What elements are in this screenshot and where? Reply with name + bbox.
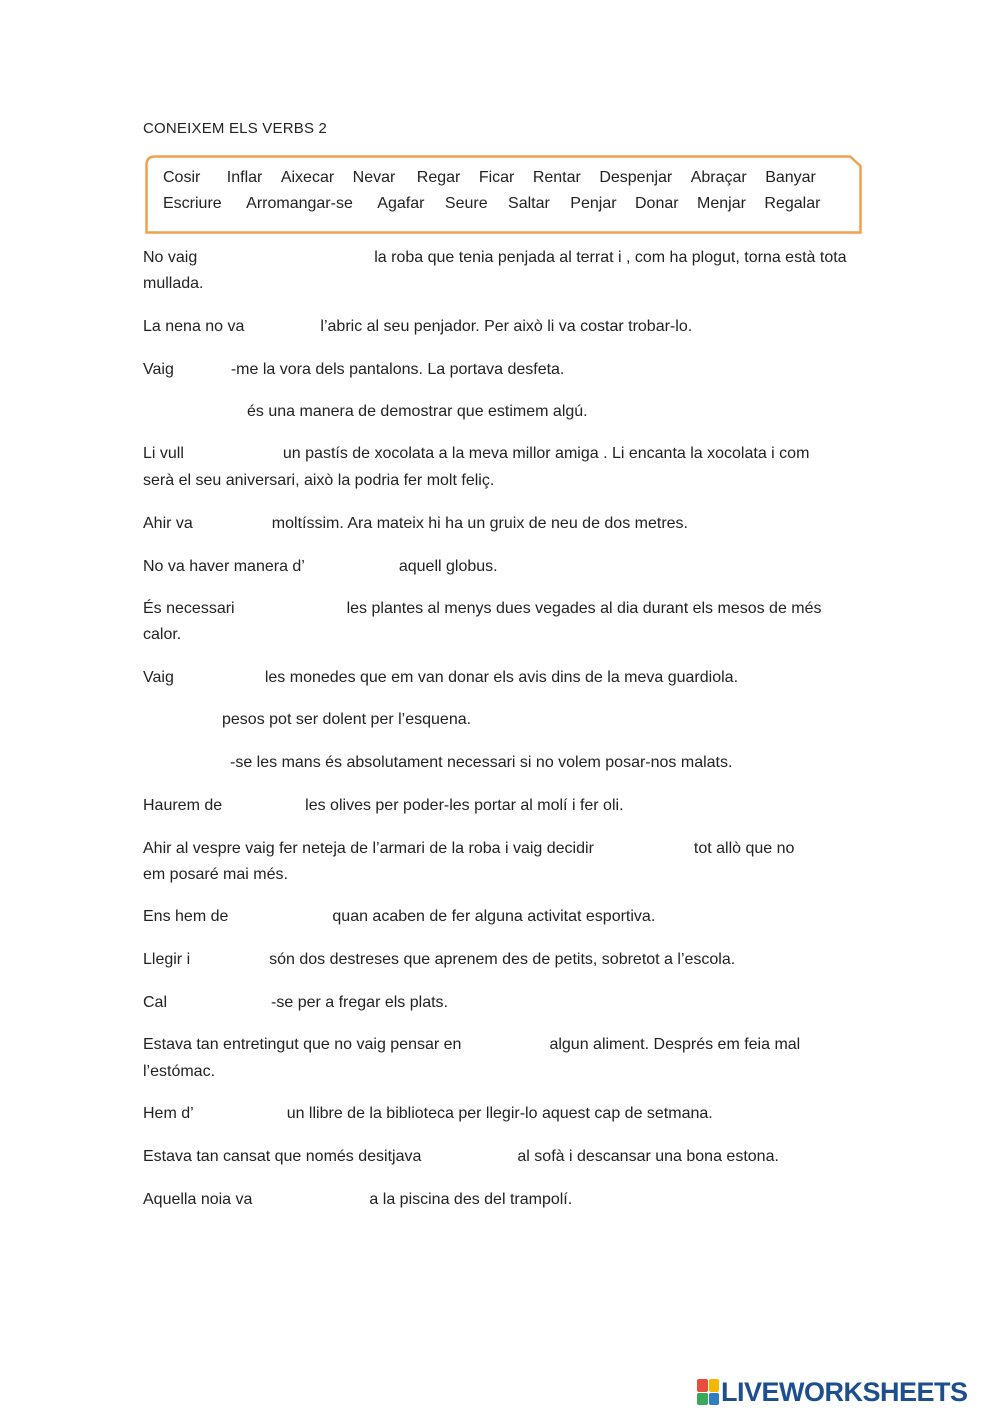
- sentence-8-continuation: calor.: [143, 626, 182, 643]
- sentence-text-after: les olives per poder-les portar al molí i fer oli.: [305, 797, 624, 814]
- word-bank-item: Rentar: [532, 169, 581, 186]
- sentence-20: [143, 1187, 572, 1213]
- sentence-text-before: Estava tan entretingut que no vaig pensar en: [143, 1036, 462, 1053]
- sentence-text-after: són dos destreses que aprenem des de petits, sobretot a l’escola.: [269, 951, 736, 968]
- sentence-1-continuation: mullada.: [143, 275, 204, 292]
- word-bank-item: Aixecar: [280, 169, 335, 186]
- word-bank-item: Inflar: [226, 169, 263, 186]
- answer-blank-16[interactable]: [167, 993, 271, 1013]
- sentence-text-after: un llibre de la biblioteca per llegir-lo aquest cap de setmana.: [286, 1105, 713, 1122]
- sentence-text-after: l’abric al seu penjador. Per això li va costar trobar-lo.: [320, 318, 693, 335]
- answer-blank-10[interactable]: [143, 710, 222, 730]
- word-bank-item: Nevar: [352, 169, 396, 186]
- sentence-text-before: Ens hem de: [143, 908, 229, 925]
- sentence-1: [143, 245, 847, 271]
- word-bank-item: Saltar: [508, 195, 550, 212]
- answer-blank-19[interactable]: [421, 1147, 517, 1167]
- sentence-5-continuation: serà el seu aniversari, això la podria fer molt feliç.: [143, 472, 495, 489]
- word-bank: [145, 155, 862, 234]
- sentence-text-before: Li vull: [143, 445, 184, 462]
- sentence-text-before: Hem d’: [143, 1105, 194, 1122]
- word-bank-row-2: [163, 195, 834, 213]
- sentence-4: [143, 399, 588, 425]
- liveworksheets-logo: [697, 1377, 968, 1407]
- sentence-15: [143, 947, 735, 973]
- sentence-text-after: moltíssim. Ara mateix hi ha un gruix de neu de dos metres.: [271, 515, 688, 532]
- sentence-text-after: -se les mans és absolutament necessari si no volem posar-nos malats.: [230, 754, 733, 771]
- sentence-text-after: és una manera de demostrar que estimem algú.: [247, 403, 588, 420]
- sentence-text-after: quan acaben de fer alguna activitat esportiva.: [332, 908, 656, 925]
- sentence-text-before: Vaig: [143, 669, 174, 686]
- sentence-9: [143, 665, 738, 691]
- sentence-17-continuation: l’estómac.: [143, 1063, 216, 1080]
- sentence-text-after: aquell globus.: [398, 558, 498, 575]
- sentence-text-after: tot allò que no: [693, 840, 795, 857]
- answer-blank-7[interactable]: [305, 557, 399, 577]
- sentence-text-before: Vaig: [143, 361, 174, 378]
- sentence-text-before: Llegir i: [143, 951, 191, 968]
- word-bank-item: Escriure: [163, 195, 222, 212]
- word-bank-item: Menjar: [697, 195, 746, 212]
- sentence-text-before: Aquella noia va: [143, 1191, 253, 1208]
- sentence-text-before: No va haver manera d’: [143, 558, 305, 575]
- sentence-text-before: Cal: [143, 994, 168, 1011]
- sentence-12: [143, 793, 624, 819]
- liveworksheets-logo-icon: [697, 1379, 719, 1405]
- answer-blank-5[interactable]: [184, 444, 283, 464]
- sentence-text-before: Estava tan cansat que només desitjava: [143, 1148, 422, 1165]
- sentence-2: [143, 314, 692, 340]
- sentence-text-after: -se per a fregar els plats.: [271, 994, 448, 1011]
- word-bank-item: Regalar: [764, 195, 821, 212]
- sentence-text-before: La nena no va: [143, 318, 245, 335]
- answer-blank-13[interactable]: [594, 839, 694, 859]
- sentence-text-after: les plantes al menys dues vegades al dia durant els mesos de més: [346, 600, 822, 617]
- answer-blank-4[interactable]: [143, 402, 247, 422]
- sentence-19: [143, 1144, 779, 1170]
- sentence-text-after: les monedes que em van donar els avis dins de la meva guardiola.: [264, 669, 739, 686]
- word-bank-item: Abraçar: [690, 169, 747, 186]
- answer-blank-3[interactable]: [174, 360, 231, 380]
- word-bank-item: Ficar: [478, 169, 515, 186]
- word-bank-item: Agafar: [377, 195, 425, 212]
- sentence-5: [143, 441, 809, 467]
- answer-blank-6[interactable]: [193, 514, 272, 534]
- sentence-text-before: Haurem de: [143, 797, 223, 814]
- answer-blank-11[interactable]: [143, 753, 230, 773]
- page-title: CONEIXEM ELS VERBS 2: [143, 120, 328, 137]
- word-bank-item: Cosir: [163, 169, 201, 186]
- sentence-17: [143, 1032, 800, 1058]
- answer-blank-14[interactable]: [228, 907, 332, 927]
- sentence-7: [143, 554, 498, 580]
- sentence-text-after: algun aliment. Després em feia mal: [549, 1036, 801, 1053]
- sentence-10: [143, 707, 471, 733]
- sentence-16: [143, 990, 448, 1016]
- word-bank-item: Penjar: [570, 195, 617, 212]
- liveworksheets-logo-text: LIVEWORKSHEETS: [721, 1376, 968, 1407]
- word-bank-row-1: [163, 169, 830, 187]
- sentence-8: [143, 596, 822, 622]
- sentence-text-after: -me la vora dels pantalons. La portava desfeta.: [230, 361, 565, 378]
- sentence-text-after: al sofà i descansar una bona estona.: [517, 1148, 779, 1165]
- word-bank-item: Regar: [416, 169, 461, 186]
- answer-blank-20[interactable]: [252, 1190, 369, 1210]
- answer-blank-12[interactable]: [222, 796, 305, 816]
- sentence-text-after: la roba que tenia penjada al terrat i , com ha plogut, torna està tota: [374, 249, 847, 266]
- sentence-13: [143, 836, 794, 862]
- word-bank-item: Donar: [635, 195, 679, 212]
- sentence-text-after: pesos pot ser dolent per l’esquena.: [222, 711, 472, 728]
- answer-blank-2[interactable]: [244, 317, 320, 337]
- answer-blank-15[interactable]: [190, 950, 269, 970]
- sentence-11: [143, 750, 732, 776]
- sentence-3: [143, 357, 564, 383]
- answer-blank-1[interactable]: [197, 248, 374, 268]
- answer-blank-8[interactable]: [235, 599, 347, 619]
- sentence-13-continuation: em posaré mai més.: [143, 866, 288, 883]
- sentence-18: [143, 1101, 713, 1127]
- sentence-text-before: No vaig: [143, 249, 198, 266]
- answer-blank-9[interactable]: [174, 668, 265, 688]
- sentence-text-before: Ahir va: [143, 515, 193, 532]
- answer-blank-17[interactable]: [461, 1035, 549, 1055]
- word-bank-item: Banyar: [765, 169, 816, 186]
- sentence-6: [143, 511, 688, 537]
- sentence-text-after: a la piscina des del trampolí.: [369, 1191, 573, 1208]
- sentence-14: [143, 904, 655, 930]
- sentence-text-before: Ahir al vespre vaig fer neteja de l’armari de la roba i vaig decidir: [143, 840, 594, 857]
- word-bank-item: Seure: [444, 195, 488, 212]
- word-bank-item: Despenjar: [599, 169, 673, 186]
- sentence-text-after: un pastís de xocolata a la meva millor amiga . Li encanta la xocolata i com: [282, 445, 810, 462]
- answer-blank-18[interactable]: [194, 1104, 287, 1124]
- sentence-text-before: És necessari: [143, 600, 235, 617]
- word-bank-item: Arromangar-se: [246, 195, 353, 212]
